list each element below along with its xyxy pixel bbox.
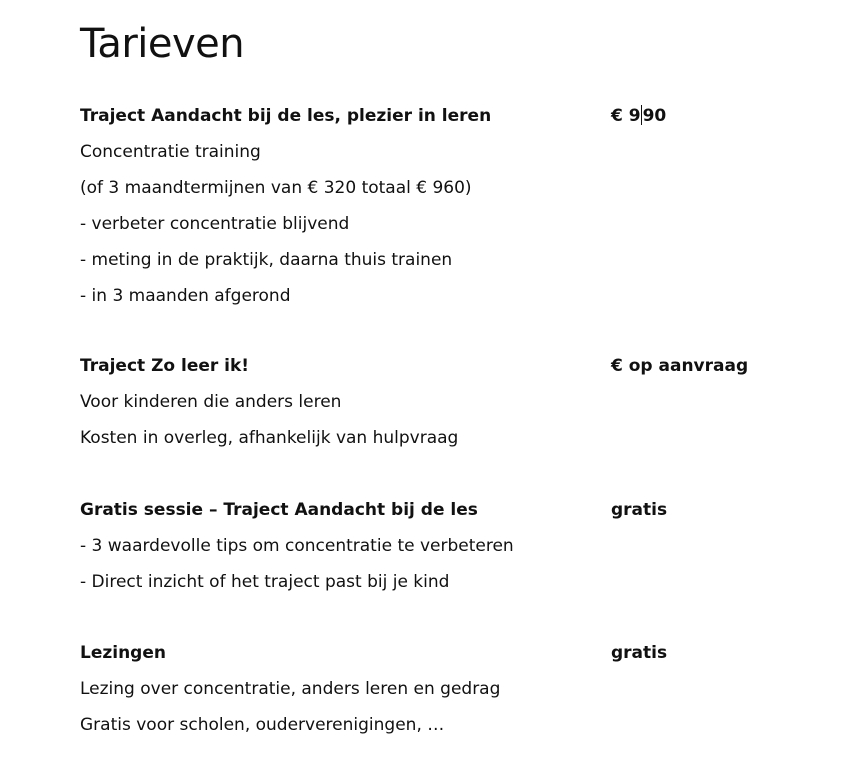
section-heading: Lezingen	[80, 643, 166, 663]
price-text-after-cursor: 90	[642, 106, 667, 126]
section-line: - verbeter concentratie blijvend	[80, 214, 350, 234]
price-text-before-cursor: € 9	[611, 106, 641, 126]
section-line: - meting in de praktijk, daarna thuis trainen	[80, 250, 453, 270]
section-line: - Direct inzicht of het traject past bij je kind	[80, 572, 450, 592]
section-line: (of 3 maandtermijnen van € 320 totaal € 960)	[80, 178, 472, 198]
section-price: € op aanvraag	[611, 356, 749, 376]
section-price: gratis	[611, 500, 668, 520]
tariff-section	[80, 635, 820, 743]
section-price[interactable]	[611, 98, 666, 134]
section-heading: Traject Zo leer ik!	[80, 356, 250, 376]
tariff-section	[80, 98, 820, 314]
section-heading-row	[80, 348, 820, 384]
section-line: Kosten in overleg, afhankelijk van hulpvraag	[80, 428, 459, 448]
section-line: - in 3 maanden afgerond	[80, 286, 291, 306]
section-price: gratis	[611, 643, 668, 663]
section-line: Voor kinderen die anders leren	[80, 392, 342, 412]
tariff-section	[80, 348, 820, 456]
section-line: Lezing over concentratie, anders leren en gedrag	[80, 679, 501, 699]
tariff-section	[80, 492, 820, 600]
section-heading: Gratis sessie – Traject Aandacht bij de les	[80, 500, 478, 520]
section-heading: Traject Aandacht bij de les, plezier in leren	[80, 106, 492, 126]
section-line: - 3 waardevolle tips om concentratie te verbeteren	[80, 536, 514, 556]
page-title: Tarieven	[80, 21, 245, 67]
section-heading-row	[80, 98, 820, 134]
section-line: Gratis voor scholen, ouderverenigingen, …	[80, 715, 445, 735]
section-heading-row	[80, 635, 820, 671]
section-line: Concentratie training	[80, 142, 261, 162]
section-heading-row	[80, 492, 820, 528]
